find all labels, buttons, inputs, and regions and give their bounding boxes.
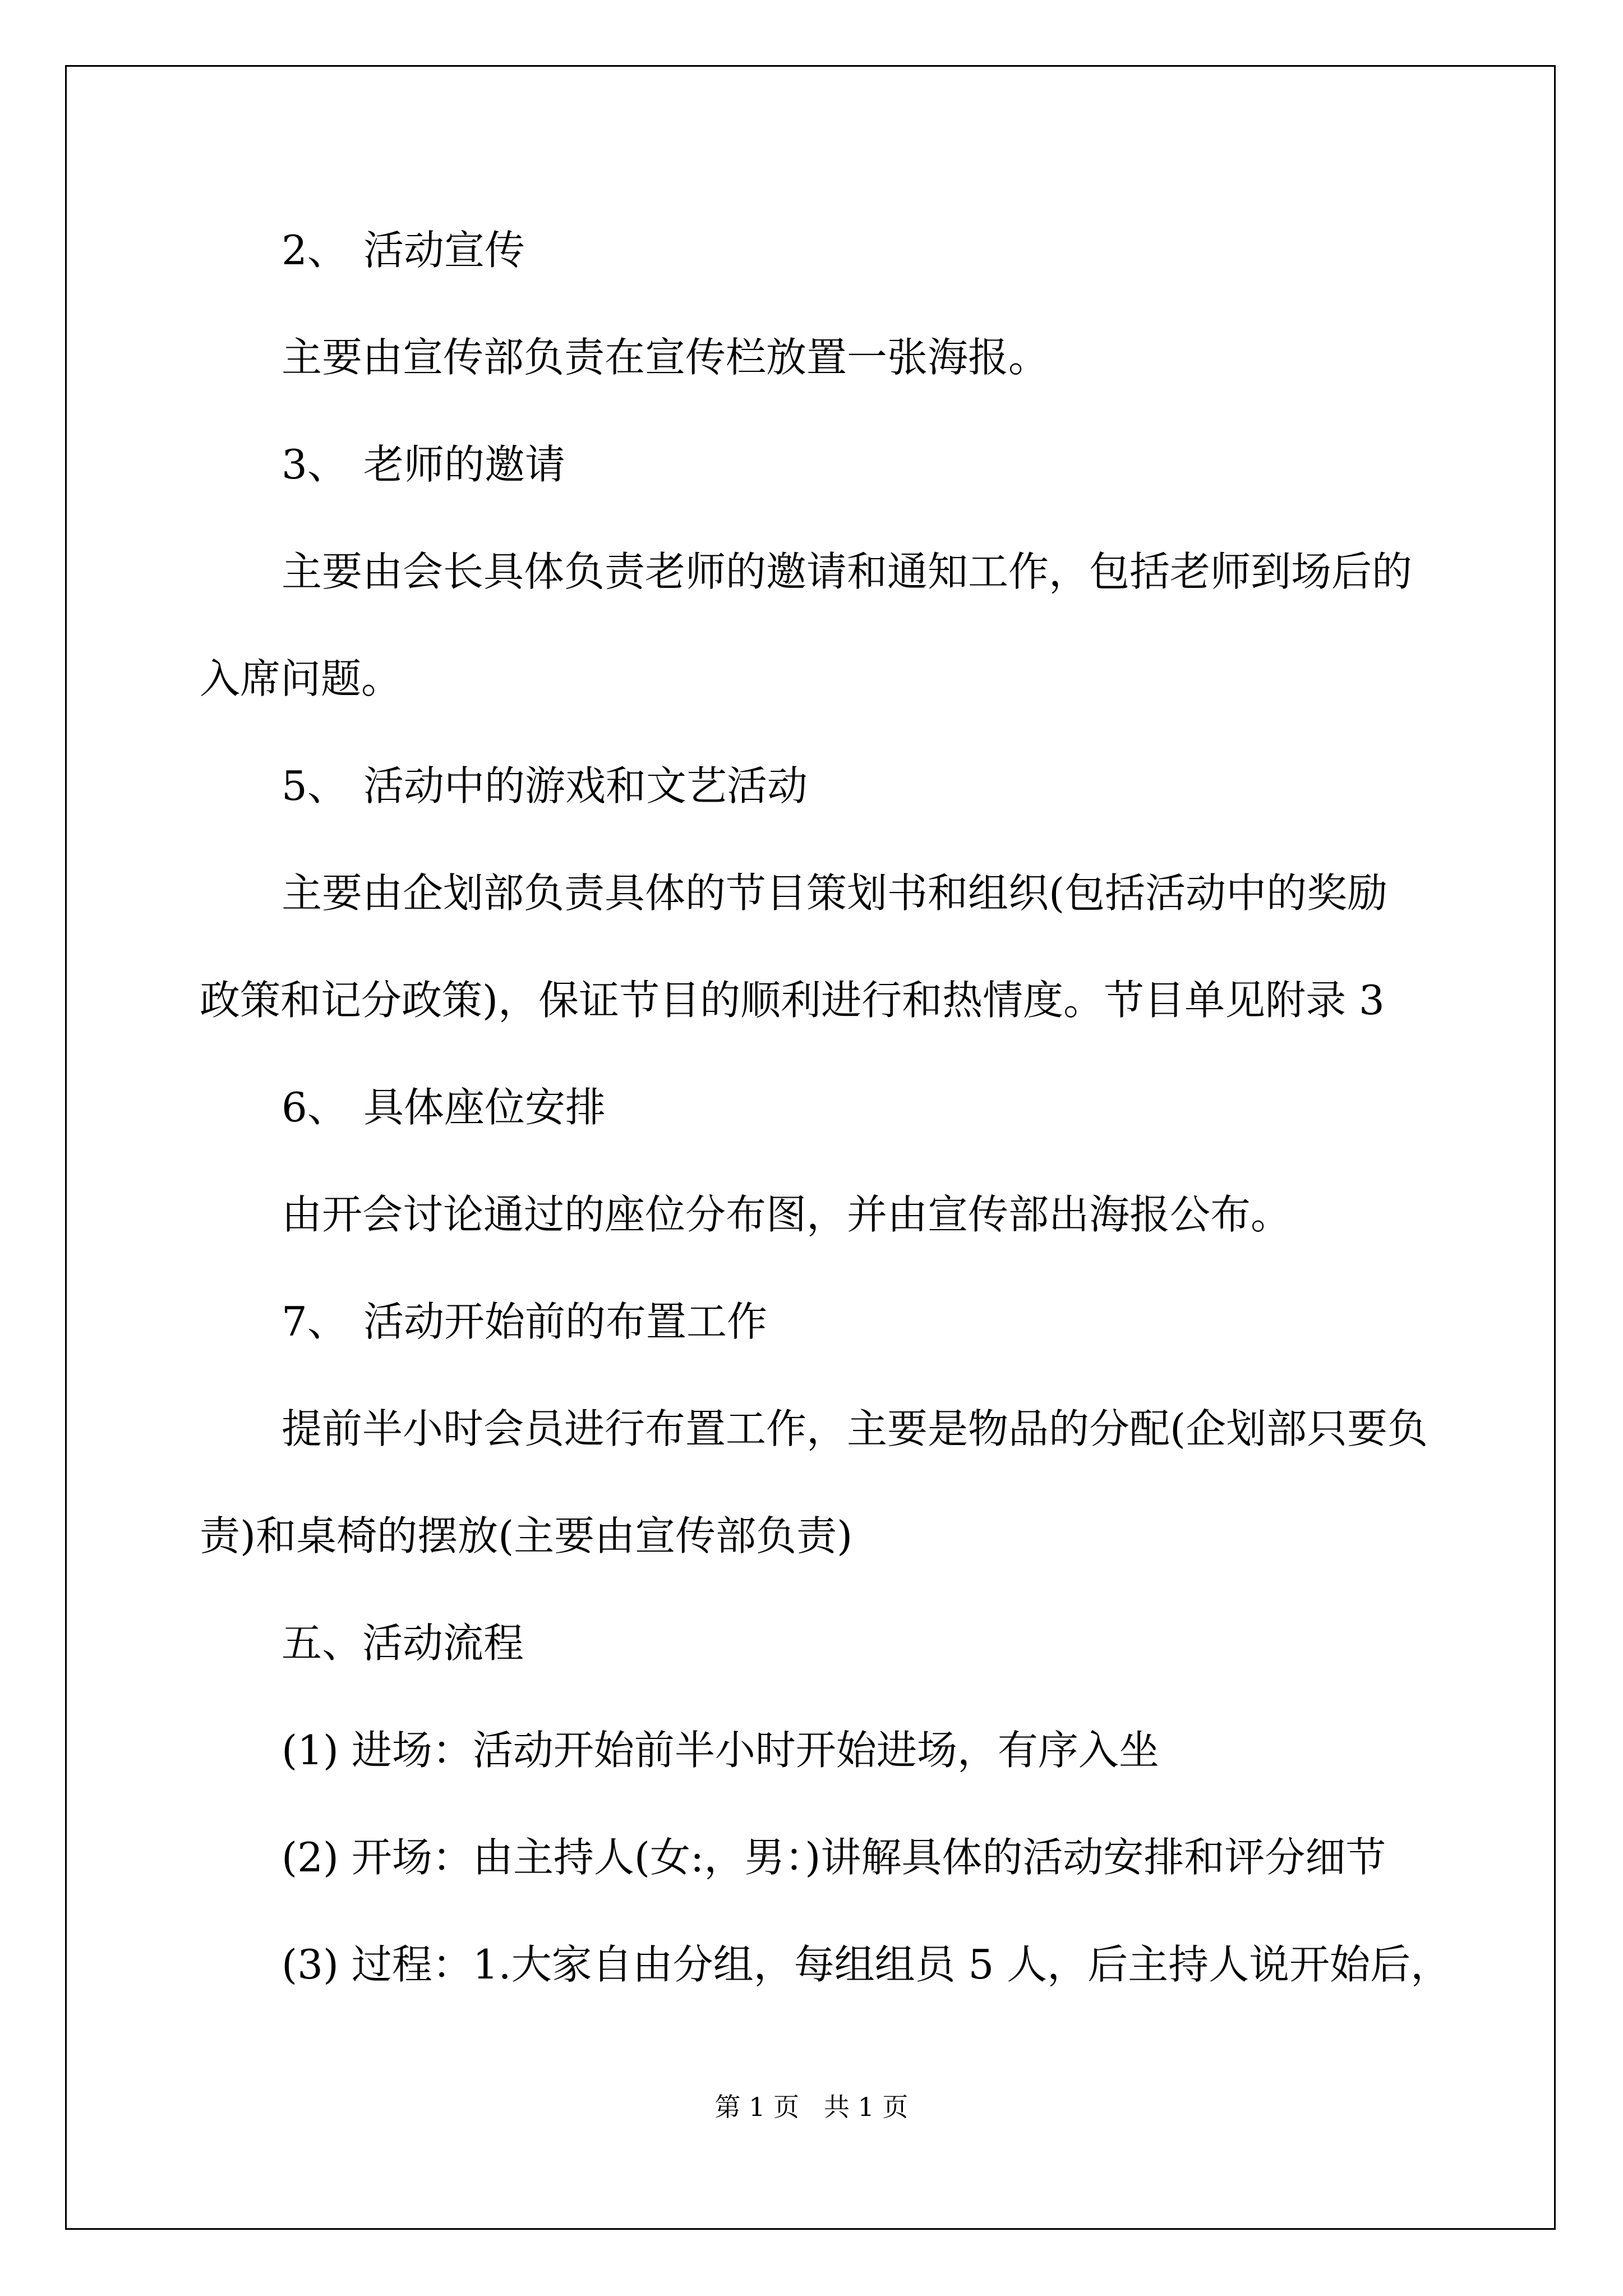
- paragraph-line: 入席问题。: [200, 655, 402, 702]
- section-title: 具体座位安排: [363, 1084, 606, 1131]
- section-heading-games: [282, 759, 1571, 813]
- section-heading-teacher-invitation: [282, 438, 1571, 491]
- section-number: 5、: [282, 762, 348, 809]
- section-title: 活动中的游戏和文艺活动: [363, 762, 808, 809]
- section-heading-process: 五、活动流程: [282, 1619, 524, 1667]
- paragraph-line: 由开会讨论通过的座位分布图，并由宣传部出海报公布。: [282, 1191, 1292, 1238]
- list-item: (2) 开场：由主持人(女:，男：)讲解具体的活动安排和评分细节: [282, 1834, 1386, 1881]
- paragraph-line: 主要由会长具体负责老师的邀请和通知工作，包括老师到场后的: [282, 548, 1413, 595]
- section-heading-seating: [282, 1080, 1571, 1134]
- section-number: 2、: [282, 227, 348, 274]
- section-number: 7、: [282, 1298, 348, 1345]
- paragraph-line: 责)和桌椅的摆放(主要由宣传部负责): [200, 1512, 853, 1559]
- page-footer: 第 1 页 共 1 页: [714, 2092, 909, 2122]
- paragraph-line: 主要由企划部负责具体的节目策划书和组织(包括活动中的奖励: [282, 869, 1388, 917]
- paragraph-line: 政策和记分政策)，保证节目的顺利进行和热情度。节目单见附录 3: [200, 977, 1385, 1024]
- section-title: 老师的邀请: [363, 441, 566, 488]
- section-heading-setup: [282, 1295, 1571, 1349]
- paragraph-line: 提前半小时会员进行布置工作，主要是物品的分配(企划部只要负: [282, 1405, 1428, 1452]
- section-title: 活动宣传: [363, 227, 525, 274]
- section-number: 6、: [282, 1084, 348, 1131]
- list-item: (3) 过程：1.大家自由分组，每组组员 5 人，后主持人说开始后，: [282, 1941, 1451, 1988]
- list-item: (1) 进场：活动开始前半小时开始进场，有序入坐: [282, 1727, 1159, 1774]
- section-number: 3、: [282, 441, 348, 488]
- page-border: [65, 65, 1556, 2230]
- section-title: 活动开始前的布置工作: [363, 1298, 768, 1345]
- section-heading-promotion: [282, 223, 1571, 277]
- paragraph-line: 主要由宣传部负责在宣传栏放置一张海报。: [282, 334, 1049, 381]
